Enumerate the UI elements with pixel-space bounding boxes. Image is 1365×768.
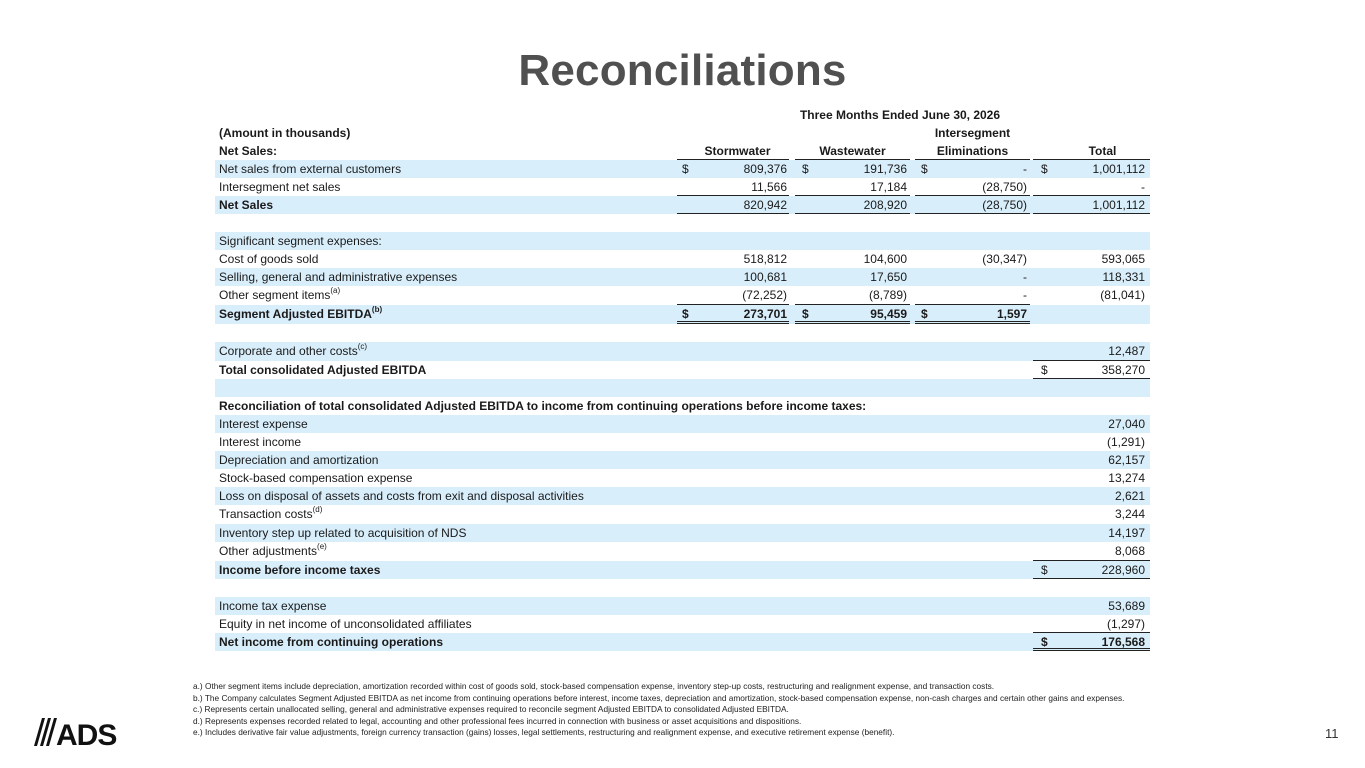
table-row <box>215 615 1150 633</box>
currency-sign: $ <box>1041 635 1048 649</box>
table-row <box>215 268 1150 286</box>
table-row <box>215 342 1150 361</box>
col-stormwater: Stormwater <box>704 144 771 158</box>
net-sales-heading: Net Sales: <box>219 144 278 158</box>
period-header-row <box>215 106 1150 124</box>
period-header: Three Months Ended June 30, 2026 <box>799 108 1001 122</box>
footnote-e: e.) Includes derivative fair value adjustments, foreign currency transaction (gains) losses, legal settlements, restructuring and realignment expense, and executive retirement expense (benefit). <box>193 727 895 738</box>
row-label: Other adjustments$^{(e)}$ <box>219 542 327 558</box>
eliminations-value: - <box>1023 270 1027 284</box>
row-label: Reconciliation of total consolidated Adjusted EBITDA to income from continuing operations before income taxes: <box>219 399 867 413</box>
col-total: Total <box>1088 144 1117 158</box>
currency-sign: $ <box>802 307 809 321</box>
table-row <box>215 487 1150 505</box>
stormwater-value: (72,252) <box>742 288 787 302</box>
total-value: 118,331 <box>1102 270 1145 284</box>
spacer-row <box>215 379 1150 397</box>
row-label: Cost of goods sold <box>219 252 319 266</box>
stormwater-value: 11,566 <box>751 180 787 194</box>
table-row <box>215 305 1150 324</box>
total-value: (1,297) <box>1106 617 1145 631</box>
currency-sign: $ <box>1041 162 1048 176</box>
table-row <box>215 361 1150 379</box>
row-label: Inventory step up related to acquisition of NDS <box>219 526 467 540</box>
table-row <box>215 505 1150 524</box>
eliminations-value: - <box>1023 288 1027 302</box>
row-label: Transaction costs$^{(d)}$ <box>219 505 323 521</box>
row-label: Income before income taxes <box>219 563 381 577</box>
total-value: 176,568 <box>1101 635 1145 649</box>
currency-sign: $ <box>921 162 928 176</box>
eliminations-value: 1,597 <box>996 307 1027 321</box>
total-value: 2,621 <box>1114 489 1145 503</box>
row-label: Total consolidated Adjusted EBITDA <box>219 363 427 377</box>
col-interseg-line1: Intersegment <box>934 126 1011 140</box>
table-row <box>215 415 1150 433</box>
currency-sign: $ <box>1041 563 1048 577</box>
row-label: Significant segment expenses: <box>219 234 382 248</box>
wastewater-value: (8,789) <box>868 288 907 302</box>
eliminations-value: (30,347) <box>982 252 1027 266</box>
row-label: Interest expense <box>219 417 308 431</box>
table-row <box>215 196 1150 214</box>
table-row <box>215 178 1150 196</box>
total-value: 62,157 <box>1108 453 1145 467</box>
total-value: 53,689 <box>1108 599 1145 613</box>
total-value: (81,041) <box>1100 288 1145 302</box>
stormwater-value: 100,681 <box>743 270 787 284</box>
wastewater-value: 191,736 <box>863 162 907 176</box>
total-value: - <box>1141 180 1145 194</box>
ads-logo <box>30 716 122 748</box>
row-label: Net income from continuing operations <box>219 635 444 649</box>
spacer-row <box>215 214 1150 232</box>
row-label: Segment Adjusted EBITDA$^{(b)}$ <box>219 305 383 321</box>
stormwater-value: 820,942 <box>743 198 787 212</box>
table-row <box>215 451 1150 469</box>
row-label: Selling, general and administrative expenses <box>219 270 458 284</box>
spacer-row <box>215 324 1150 342</box>
table-row <box>215 232 1150 250</box>
table-row <box>215 561 1150 579</box>
spacer-row <box>215 579 1150 597</box>
table-row <box>215 160 1150 178</box>
total-value: 228,960 <box>1101 563 1145 577</box>
total-value: 14,197 <box>1108 526 1145 540</box>
total-value: 27,040 <box>1108 417 1145 431</box>
page-number: 11 <box>1325 726 1339 741</box>
row-label: Net sales from external customers <box>219 162 402 176</box>
total-value: 1,001,112 <box>1092 162 1145 176</box>
page-title: Reconciliations <box>518 46 847 95</box>
total-value: 8,068 <box>1114 544 1145 558</box>
total-value: 12,487 <box>1108 344 1145 358</box>
stormwater-value: 518,812 <box>743 252 787 266</box>
stormwater-value: 273,701 <box>743 307 787 321</box>
amount-note: (Amount in thousands) <box>219 126 351 140</box>
table-row <box>215 397 1150 415</box>
table-row <box>215 286 1150 305</box>
eliminations-value: (28,750) <box>982 180 1027 194</box>
total-value: (1,291) <box>1106 435 1145 449</box>
row-label: Equity in net income of unconsolidated affiliates <box>219 617 472 631</box>
stormwater-value: 809,376 <box>743 162 787 176</box>
footnote-b: b.) The Company calculates Segment Adjusted EBITDA as net income from continuing operations before interest, income taxes, depreciation and amortization, stock-based compensation expense, non-cash charges and certain other gains and expenses. <box>193 692 1125 703</box>
total-value: 3,244 <box>1114 507 1145 521</box>
currency-sign: $ <box>1041 363 1048 377</box>
header-row-2 <box>215 142 1150 160</box>
table-row <box>215 433 1150 451</box>
reconciliation-table <box>215 106 1150 651</box>
header-row-1 <box>215 124 1150 142</box>
total-value: 1,001,112 <box>1092 198 1145 212</box>
table-row <box>215 542 1150 561</box>
row-label: Income tax expense <box>219 599 327 613</box>
wastewater-value: 17,184 <box>870 180 907 194</box>
total-value: 593,065 <box>1101 252 1145 266</box>
footnote-d: d.) Represents expenses recorded related to legal, accounting and other professional fees incurred in connection with business or asset acquisitions and dispositions. <box>193 715 802 726</box>
total-value: 358,270 <box>1101 363 1145 377</box>
eliminations-value: - <box>1023 162 1027 176</box>
footnote-c: c.) Represents certain unallocated selling, general and administrative expenses required to reconcile segment Adjusted EBITDA to consolidated Adjusted EBITDA. <box>193 704 789 715</box>
row-label: Loss on disposal of assets and costs from exit and disposal activities <box>219 489 584 503</box>
footnotes <box>193 681 1193 739</box>
table-row <box>215 469 1150 487</box>
wastewater-value: 208,920 <box>863 198 907 212</box>
row-label: Other segment items$^{(a)}$ <box>219 286 341 302</box>
total-value: 13,274 <box>1108 471 1145 485</box>
wastewater-value: 95,459 <box>870 307 907 321</box>
table-row <box>215 250 1150 268</box>
col-interseg-line2: Eliminations <box>936 144 1009 158</box>
row-label: Net Sales <box>219 198 274 212</box>
row-label: Corporate and other costs$^{(c)}$ <box>219 342 368 358</box>
wastewater-value: 17,650 <box>870 270 907 284</box>
wastewater-value: 104,600 <box>863 252 907 266</box>
table-row <box>215 633 1150 651</box>
svg-text:ADS: ADS <box>56 719 117 748</box>
col-wastewater: Wastewater <box>819 144 886 158</box>
currency-sign: $ <box>682 162 689 176</box>
row-label: Intersegment net sales <box>219 180 341 194</box>
row-label: Stock-based compensation expense <box>219 471 413 485</box>
row-label: Interest income <box>219 435 302 449</box>
eliminations-value: (28,750) <box>982 198 1027 212</box>
currency-sign: $ <box>921 307 928 321</box>
row-label: Depreciation and amortization <box>219 453 379 467</box>
table-row <box>215 524 1150 542</box>
currency-sign: $ <box>682 307 689 321</box>
table-row <box>215 597 1150 615</box>
footnote-a: a.) Other segment items include depreciation, amortization recorded within cost of goods sold, stock-based compensation expense, inventory step-up costs, restructuring and realignment expense, and transaction costs. <box>193 681 995 691</box>
currency-sign: $ <box>802 162 809 176</box>
